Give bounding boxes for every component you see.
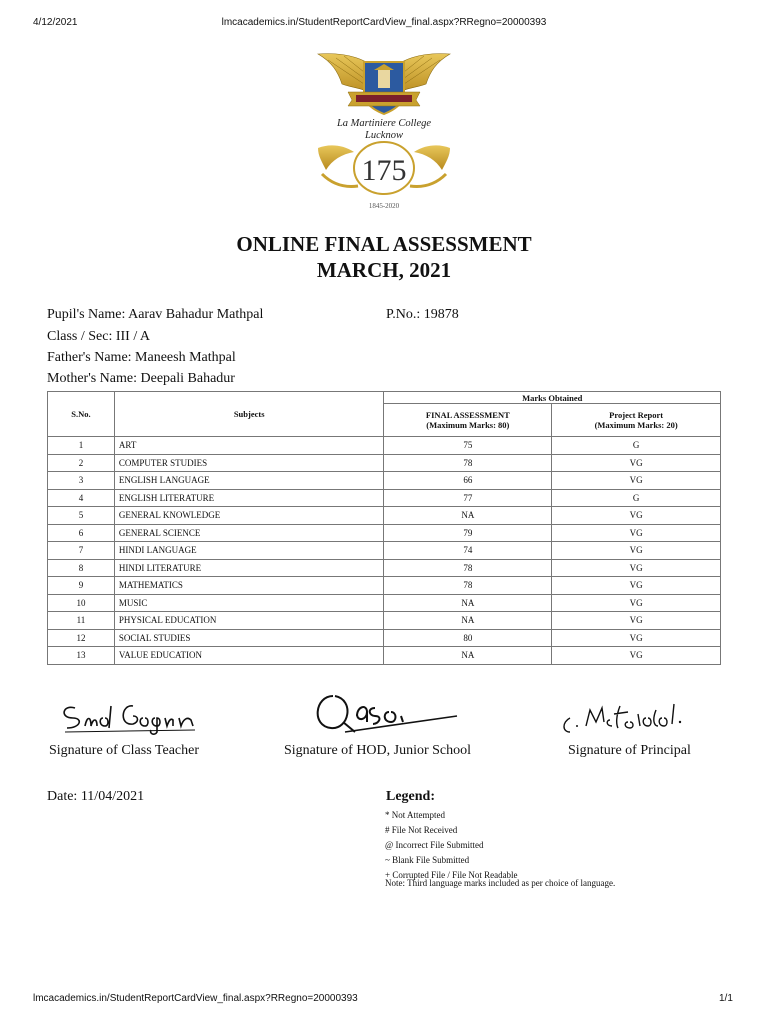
header-final-max: (Maximum Marks: 80) <box>426 420 510 430</box>
table-row <box>48 542 721 560</box>
class-teacher-signature-label: Signature of Class Teacher <box>49 743 199 758</box>
project-report-cell: VG <box>552 454 721 472</box>
subject-cell: ENGLISH LITERATURE <box>114 489 384 507</box>
hod-signature-label: Signature of HOD, Junior School <box>284 743 472 758</box>
report-date: Date: 11/04/2021 <box>47 789 145 804</box>
table-row <box>48 507 721 525</box>
subject-cell: COMPUTER STUDIES <box>114 454 384 472</box>
final-assessment-cell: 75 <box>384 437 552 455</box>
final-assessment-cell: 78 <box>384 577 552 595</box>
pupil-number: P.No.: 19878 <box>386 307 459 322</box>
project-report-cell: VG <box>552 577 721 595</box>
table-row <box>48 577 721 595</box>
header-final-label: FINAL ASSESSMENT <box>425 410 510 420</box>
serial-number-cell: 3 <box>48 472 115 490</box>
subject-cell: SOCIAL STUDIES <box>114 629 384 647</box>
header-sno: S.No. <box>48 392 115 437</box>
header-final-assessment <box>384 404 552 437</box>
mother-name: Mother's Name: Deepali Bahadur <box>47 371 235 386</box>
table-row <box>48 629 721 647</box>
table-row <box>48 647 721 665</box>
final-assessment-cell: 77 <box>384 489 552 507</box>
final-assessment-cell: NA <box>384 612 552 630</box>
subject-cell: ENGLISH LANGUAGE <box>114 472 384 490</box>
table-row <box>48 489 721 507</box>
subject-cell: GENERAL KNOWLEDGE <box>114 507 384 525</box>
logo-city: Lucknow <box>365 130 403 141</box>
project-report-cell: VG <box>552 594 721 612</box>
print-url-header: lmcacademics.in/StudentReportCardView_final.aspx?RRegno=20000393 <box>221 17 547 28</box>
legend-title: Legend: <box>386 789 435 804</box>
legend-item: * Not Attempted <box>385 810 445 820</box>
class-teacher-signature <box>55 696 205 736</box>
project-report-cell: VG <box>552 472 721 490</box>
father-name: Father's Name: Maneesh Mathpal <box>47 350 236 365</box>
class-section: Class / Sec: III / A <box>47 329 151 344</box>
header-marks-obtained: Marks Obtained <box>384 392 721 404</box>
project-report-cell: VG <box>552 524 721 542</box>
subject-cell: ART <box>114 437 384 455</box>
table-row <box>48 559 721 577</box>
serial-number-cell: 11 <box>48 612 115 630</box>
marks-table <box>47 391 721 665</box>
legend-item: # File Not Received <box>385 825 458 835</box>
header-project-max: (Maximum Marks: 20) <box>594 420 678 430</box>
final-assessment-cell: NA <box>384 647 552 665</box>
print-url-footer: lmcacademics.in/StudentReportCardView_final.aspx?RRegno=20000393 <box>33 993 358 1004</box>
serial-number-cell: 5 <box>48 507 115 525</box>
serial-number-cell: 1 <box>48 437 115 455</box>
logo-years: 1845-2020 <box>368 202 400 210</box>
project-report-cell: G <box>552 437 721 455</box>
project-report-cell: VG <box>552 559 721 577</box>
table-row <box>48 454 721 472</box>
pupil-name: Pupil's Name: Aarav Bahadur Mathpal <box>47 307 264 322</box>
final-assessment-cell: 78 <box>384 559 552 577</box>
final-assessment-cell: 74 <box>384 542 552 560</box>
project-report-cell: VG <box>552 612 721 630</box>
serial-number-cell: 6 <box>48 524 115 542</box>
subject-cell: HINDI LITERATURE <box>114 559 384 577</box>
print-date: 4/12/2021 <box>33 17 78 28</box>
subject-cell: HINDI LANGUAGE <box>114 542 384 560</box>
subject-cell: PHYSICAL EDUCATION <box>114 612 384 630</box>
table-row <box>48 437 721 455</box>
college-logo <box>308 48 460 220</box>
legend-list <box>385 808 518 883</box>
legend-item: + Corrupted File / File Not Readable <box>385 870 518 880</box>
subject-cell: VALUE EDUCATION <box>114 647 384 665</box>
assessment-title: ONLINE FINAL ASSESSMENT <box>236 232 532 256</box>
serial-number-cell: 12 <box>48 629 115 647</box>
principal-signature <box>556 692 706 740</box>
table-row <box>48 612 721 630</box>
logo-anniversary: 175 <box>361 154 407 187</box>
legend-item: @ Incorrect File Submitted <box>385 840 484 850</box>
header-project-label: Project Report <box>609 410 664 420</box>
project-report-cell: VG <box>552 507 721 525</box>
subject-cell: GENERAL SCIENCE <box>114 524 384 542</box>
project-report-cell: G <box>552 489 721 507</box>
header-project-report <box>552 404 721 437</box>
logo-college-name: La Martiniere College <box>336 118 432 129</box>
serial-number-cell: 13 <box>48 647 115 665</box>
assessment-month: MARCH, 2021 <box>316 258 452 282</box>
final-assessment-cell: 80 <box>384 629 552 647</box>
subject-cell: MUSIC <box>114 594 384 612</box>
final-assessment-cell: NA <box>384 507 552 525</box>
serial-number-cell: 7 <box>48 542 115 560</box>
hod-signature <box>305 686 465 738</box>
table-row <box>48 524 721 542</box>
project-report-cell: VG <box>552 542 721 560</box>
final-assessment-cell: 78 <box>384 454 552 472</box>
subject-cell: MATHEMATICS <box>114 577 384 595</box>
final-assessment-cell: NA <box>384 594 552 612</box>
serial-number-cell: 10 <box>48 594 115 612</box>
project-report-cell: VG <box>552 629 721 647</box>
table-row <box>48 594 721 612</box>
page-number: 1/1 <box>719 993 733 1004</box>
project-report-cell: VG <box>552 647 721 665</box>
serial-number-cell: 8 <box>48 559 115 577</box>
serial-number-cell: 4 <box>48 489 115 507</box>
serial-number-cell: 2 <box>48 454 115 472</box>
table-row <box>48 472 721 490</box>
legend-note: Note: Third language marks included as per choice of language. <box>385 878 616 888</box>
final-assessment-cell: 79 <box>384 524 552 542</box>
final-assessment-cell: 66 <box>384 472 552 490</box>
header-subjects: Subjects <box>114 392 384 437</box>
principal-signature-label: Signature of Principal <box>568 743 691 758</box>
serial-number-cell: 9 <box>48 577 115 595</box>
legend-item: ~ Blank File Submitted <box>385 855 470 865</box>
